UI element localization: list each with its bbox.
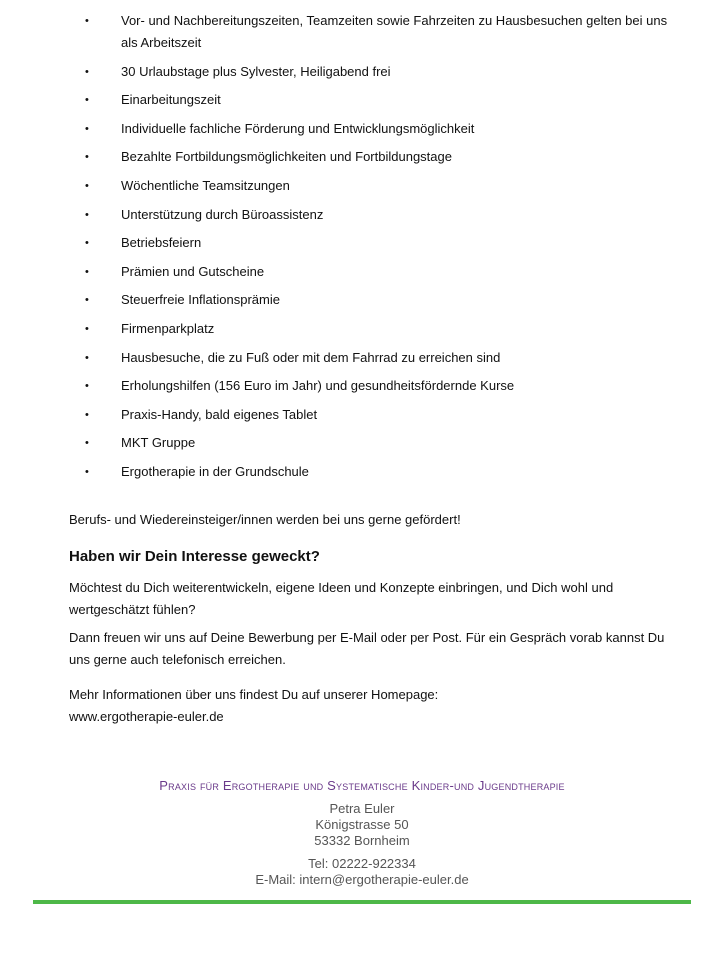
contact-city: 53332 Bornheim (314, 833, 410, 848)
benefits-list (0, 10, 724, 490)
list-item-text: Unterstützung durch Büroassistenz (121, 206, 324, 222)
list-item (0, 175, 724, 197)
bullet-icon: • (85, 65, 89, 78)
bullet-icon: • (85, 265, 89, 278)
bullet-icon: • (85, 437, 89, 450)
list-item-text: Vor- und Nachbereitungszeiten, Teamzeiten sowie Fahrzeiten zu Hausbesuchen gelten bei uns als Arbeitszeit (121, 13, 668, 50)
list-item (0, 89, 724, 111)
paragraph-apply: Dann freuen wir uns auf Deine Bewerbung per E-Mail oder per Post. Für ein Gespräch vorab kannst Du uns gerne auch telefonisch erreichen. (69, 630, 665, 667)
list-item (0, 10, 724, 54)
list-item (0, 404, 724, 426)
list-item (0, 347, 724, 369)
more-info-block (69, 684, 669, 728)
reentry-text: Berufs- und Wiedereinsteiger/innen werden bei uns gerne gefördert! (69, 512, 461, 527)
list-item (0, 289, 724, 311)
bullet-icon: • (85, 151, 89, 164)
practice-name: Praxis für Ergotherapie und Systematische Kinder-und Jugendtherapie (159, 778, 565, 793)
footer-divider (33, 900, 691, 904)
list-item-text: Steuerfreie Inflationsprämie (121, 292, 280, 308)
list-item-text: Erholungshilfen (156 Euro im Jahr) und gesundheitsfördernde Kurse (121, 378, 515, 394)
list-item (0, 232, 724, 254)
list-item (0, 61, 724, 83)
list-item (0, 375, 724, 397)
list-item-text: Individuelle fachliche Förderung und Entwicklungsmöglichkeit (121, 120, 475, 136)
list-item-text: Einarbeitungszeit (121, 92, 221, 108)
bullet-icon: • (85, 351, 89, 364)
list-item (0, 118, 724, 140)
bullet-icon: • (85, 322, 89, 335)
contact-street: Königstrasse 50 (315, 817, 409, 832)
bullet-icon: • (85, 94, 89, 107)
list-item-text: Bezahlte Fortbildungsmöglichkeiten und Fortbildungstage (121, 149, 452, 165)
list-item-text: Prämien und Gutscheine (121, 263, 265, 279)
list-item (0, 261, 724, 283)
bullet-icon: • (85, 294, 89, 307)
bullet-icon: • (85, 237, 89, 250)
list-item (0, 204, 724, 226)
bullet-icon: • (85, 179, 89, 192)
list-item-text: MKT Gruppe (121, 435, 196, 451)
list-item (0, 432, 724, 454)
contact-email[interactable]: E-Mail: intern@ergotherapie-euler.de (255, 872, 469, 887)
list-item-text: Betriebsfeiern (121, 235, 202, 251)
contact-phone: Tel: 02222-922334 (308, 856, 416, 871)
interest-heading: Haben wir Dein Interesse geweckt? (69, 548, 320, 565)
more-info-text: Mehr Informationen über uns findest Du auf unserer Homepage: (69, 687, 439, 702)
list-item-text: 30 Urlaubstage plus Sylvester, Heiligabend frei (121, 63, 391, 79)
list-item (0, 461, 724, 483)
bullet-icon: • (85, 465, 89, 478)
paragraph-develop: Möchtest du Dich weiterentwickeln, eigene Ideen und Konzepte einbringen, und Dich wohl und wertgeschätzt fühlen? (69, 580, 614, 617)
homepage-link[interactable]: www.ergotherapie-euler.de (69, 709, 224, 724)
bullet-icon: • (85, 15, 89, 27)
bullet-icon: • (85, 380, 89, 393)
list-item-text: Hausbesuche, die zu Fuß oder mit dem Fahrrad zu erreichen sind (121, 349, 501, 365)
list-item-text: Wöchentliche Teamsitzungen (121, 177, 290, 193)
bullet-icon: • (85, 208, 89, 221)
list-item-text: Praxis-Handy, bald eigenes Tablet (121, 406, 318, 422)
list-item-text: Ergotherapie in der Grundschule (121, 463, 309, 479)
contact-name: Petra Euler (329, 801, 395, 816)
bullet-icon: • (85, 122, 89, 135)
list-item-text: Firmenparkplatz (121, 320, 215, 336)
list-item (0, 318, 724, 340)
bullet-icon: • (85, 408, 89, 421)
list-item (0, 146, 724, 168)
